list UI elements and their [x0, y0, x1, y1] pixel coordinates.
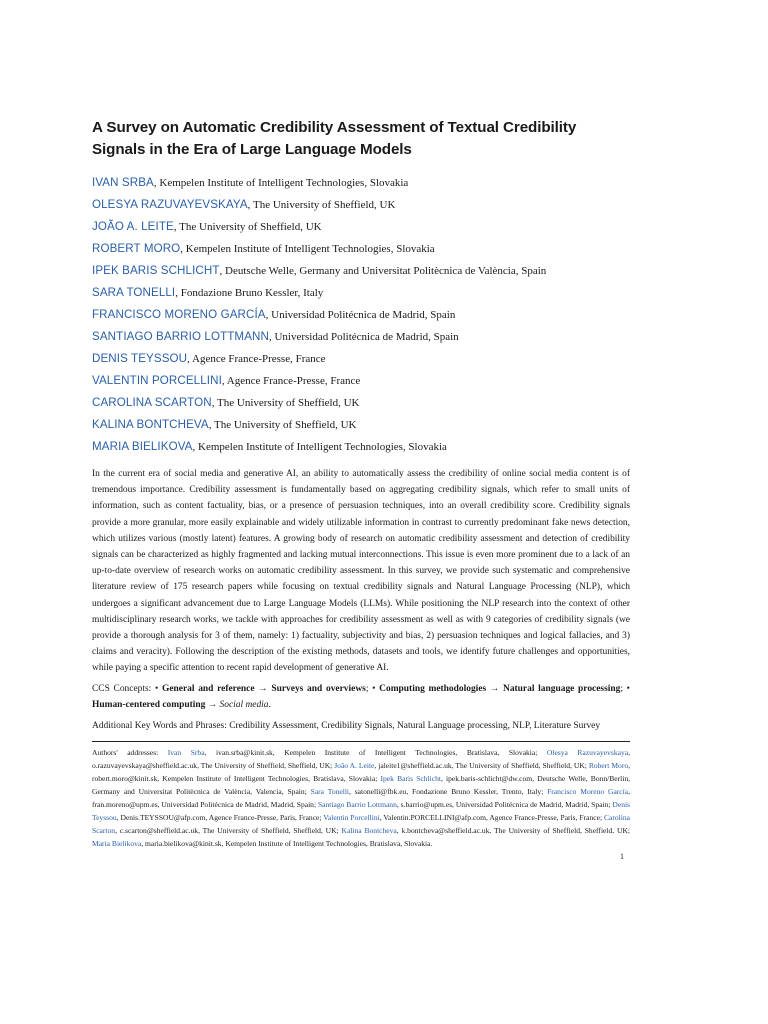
- author-link[interactable]: Kalina Bontcheva: [341, 826, 397, 836]
- author-affiliation: , The University of Sheffield, UK: [211, 397, 360, 409]
- author-name[interactable]: SARA TONELLI: [92, 286, 176, 299]
- author-name[interactable]: SANTIAGO BARRIO LOTTMANN: [92, 330, 269, 343]
- author-entry: [92, 304, 630, 326]
- author-affiliation: , Agence France-Presse, France: [221, 375, 361, 387]
- ccs-concept-3: Human-centered computing: [92, 700, 206, 711]
- ccs-concept-3-sub: Social media: [219, 700, 269, 711]
- ccs-separator: ; •: [620, 683, 630, 694]
- address-text: , Denis.TEYSSOU@afp.com, Agence France-Presse, Paris, France;: [116, 813, 324, 823]
- ccs-arrow: →: [205, 700, 220, 711]
- address-text: , s.barrio@upm.es, Universidad Politécnica de Madrid, Madrid, Spain;: [396, 800, 613, 810]
- author-affiliation: , Agence France-Presse, France: [187, 353, 326, 365]
- authors-addresses: [92, 746, 630, 851]
- author-entry: [92, 436, 630, 458]
- ccs-prefix: CCS Concepts: •: [92, 683, 163, 694]
- address-text: , Valentin.PORCELLINI@afp.com, Agence France-Presse, Paris, France;: [379, 813, 604, 823]
- address-text: , fran.moreno@upm.es, Universidad Politécnica de Madrid, Madrid, Spain;: [92, 786, 630, 810]
- author-name[interactable]: KALINA BONTCHEVA: [92, 418, 209, 431]
- ccs-concept-1: General and reference → Surveys and overviews: [162, 683, 366, 694]
- abstract: In the current era of social media and generative AI, an ability to automatically assess the credibility of online social media content is of tremendous importance. Credibility assessment is fundamentally based on aggregating credibility signals, which refer to small units of information, such as content factuality, bias, or a presence of persuasion techniques, into an overall credibility score. Credibility signals provide a more granular, more easily explainable and widely utilizable information in contrast to currently predominant fake news detection, which utilizes various (mostly latent) features. A growing body of research on automatic credibility assessment and detection of credibility signals can be characterized as highly fragmented and lacking mutual interconnections. This issue is even more prominent due to a lack of an up-to-date overview of research works on automatic credibility assessment. In this survey, we provide such systematic and comprehensive literature review of 175 research papers while focusing on textual credibility signals and Natural Language Processing (NLP), which undergoes a significant advancement due to Large Language Models (LLMs). While positioning the NLP research into the context of other multidisciplinary research works, we tackle with approaches for credibility assessment as well as with 9 categories of credibility signals (we provide a thorough analysis for 3 of them, namely: 1) factuality, subjectivity and bias, 2) persuasion techniques and logical fallacies, and 3) claims and veracity). Following the description of the existing methods, datasets and tools, we identify future challenges and opportunities, while paying a specific attention to recent rapid development of generative AI.: [92, 469, 630, 674]
- author-link[interactable]: Olesya Razuvayevskaya: [546, 747, 629, 757]
- author-affiliation: , Deutsche Welle, Germany and Universitat Politècnica de València, Spain: [219, 265, 547, 277]
- footnote-divider: [92, 741, 630, 742]
- address-text: , c.scarton@sheffield.ac.uk, The University of Sheffield, Sheffield, UK;: [115, 826, 342, 836]
- paper-first-page: [92, 117, 630, 850]
- keywords: Additional Key Words and Phrases: Credibility Assessment, Credibility Signals, Natural Language processing, NLP, Literature Survey: [92, 720, 601, 731]
- author-name[interactable]: FRANCISCO MORENO GARCÍA: [92, 308, 266, 321]
- author-entry: [92, 172, 630, 194]
- page-number: 1: [620, 852, 624, 861]
- author-affiliation: , Kempelen Institute of Intelligent Technologies, Slovakia: [153, 177, 409, 189]
- author-affiliation: , The University of Sheffield, UK: [208, 419, 357, 431]
- author-affiliation: , Universidad Politécnica de Madrid, Spain: [268, 331, 459, 343]
- ccs-concept-2: Computing methodologies → Natural language processing: [379, 683, 621, 694]
- address-text: , satonelli@fbk.eu, Fondazione Bruno Kessler, Trento, Italy;: [349, 786, 548, 796]
- address-text: , ivan.srba@kinit.sk, Kempelen Institute of Intelligent Technologies, Bratislava, Slovakia;: [204, 747, 547, 757]
- author-affiliation: , Kempelen Institute of Intelligent Technologies, Slovakia: [192, 441, 447, 453]
- address-text: , k.bontcheva@sheffield.ac.uk, The University of Sheffield, Sheffield, UK;: [396, 826, 630, 836]
- author-name[interactable]: JOÃO A. LEITE: [92, 220, 174, 233]
- author-affiliation: , Fondazione Bruno Kessler, Italy: [175, 287, 324, 299]
- author-list: [92, 172, 630, 458]
- author-link[interactable]: Sara Tonelli: [310, 786, 350, 796]
- author-name[interactable]: ROBERT MORO: [92, 242, 181, 255]
- author-name[interactable]: OLESYA RAZUVAYEVSKAYA: [92, 198, 248, 211]
- address-text: , ipek.baris-schlicht@dw.com, Deutsche Welle, Bonn/Berlin, Germany and Universitat Politècnica de València, Valencia, Spain;: [92, 773, 630, 796]
- author-entry: [92, 414, 630, 436]
- ccs-separator: ; •: [365, 683, 380, 694]
- author-affiliation: , Universidad Politécnica de Madrid, Spain: [265, 309, 456, 321]
- author-affiliation: , The University of Sheffield, UK: [173, 221, 322, 233]
- author-link[interactable]: Carolina Scarton: [92, 813, 630, 836]
- address-text: , robert.moro@kinit.sk, Kempelen Institute of Intelligent Technologies, Bratislava, Slovakia;: [92, 760, 631, 783]
- author-name[interactable]: DENIS TEYSSOU: [92, 352, 188, 365]
- author-entry: [92, 370, 630, 392]
- author-entry: [92, 348, 630, 370]
- author-entry: [92, 392, 630, 414]
- author-entry: [92, 282, 630, 304]
- ccs-end: .: [268, 700, 271, 711]
- author-name[interactable]: MARIA BIELIKOVA: [92, 440, 193, 453]
- author-link[interactable]: Robert Moro: [588, 760, 629, 770]
- author-link[interactable]: Santiago Barrio Lottmann: [317, 800, 397, 810]
- address-text: , maria.bielikova@kinit.sk, Kempelen Institute of Intelligent Technologies, Bratislava, Slovakia.: [141, 839, 433, 849]
- author-entry: [92, 326, 630, 348]
- author-link[interactable]: Ipek Baris Schlicht: [380, 773, 441, 783]
- address-text: Authors' addresses:: [92, 747, 168, 757]
- author-link[interactable]: Ivan Srba: [167, 747, 205, 757]
- author-link[interactable]: Maria Bielikova: [92, 839, 142, 849]
- author-link[interactable]: Denis Teyssou: [92, 800, 630, 823]
- author-link[interactable]: Francisco Moreno García: [547, 786, 629, 796]
- author-entry: [92, 260, 630, 282]
- author-link[interactable]: Valentin Porcellini: [323, 813, 380, 823]
- address-text: , o.razuvayevskaya@sheffield.ac.uk, The University of Sheffield, Sheffield, UK;: [92, 747, 630, 770]
- paper-title: A Survey on Automatic Credibility Assessment of Textual Credibility Signals in the Era of Large Language Models: [92, 119, 577, 158]
- address-text: , jaleite1@sheffield.ac.uk, The University of Sheffield, Sheffield, UK;: [374, 760, 589, 770]
- author-entry: [92, 216, 630, 238]
- author-name[interactable]: IVAN SRBA: [92, 176, 154, 189]
- author-affiliation: , The University of Sheffield, UK: [247, 199, 396, 211]
- author-name[interactable]: VALENTIN PORCELLINI: [92, 374, 222, 387]
- author-affiliation: , Kempelen Institute of Intelligent Technologies, Slovakia: [180, 243, 435, 255]
- author-entry: [92, 238, 630, 260]
- author-link[interactable]: João A. Leite: [334, 760, 375, 770]
- author-entry: [92, 194, 630, 216]
- ccs-concepts: [92, 681, 630, 714]
- author-name[interactable]: CAROLINA SCARTON: [92, 396, 212, 409]
- author-name[interactable]: IPEK BARIS SCHLICHT: [92, 264, 220, 277]
